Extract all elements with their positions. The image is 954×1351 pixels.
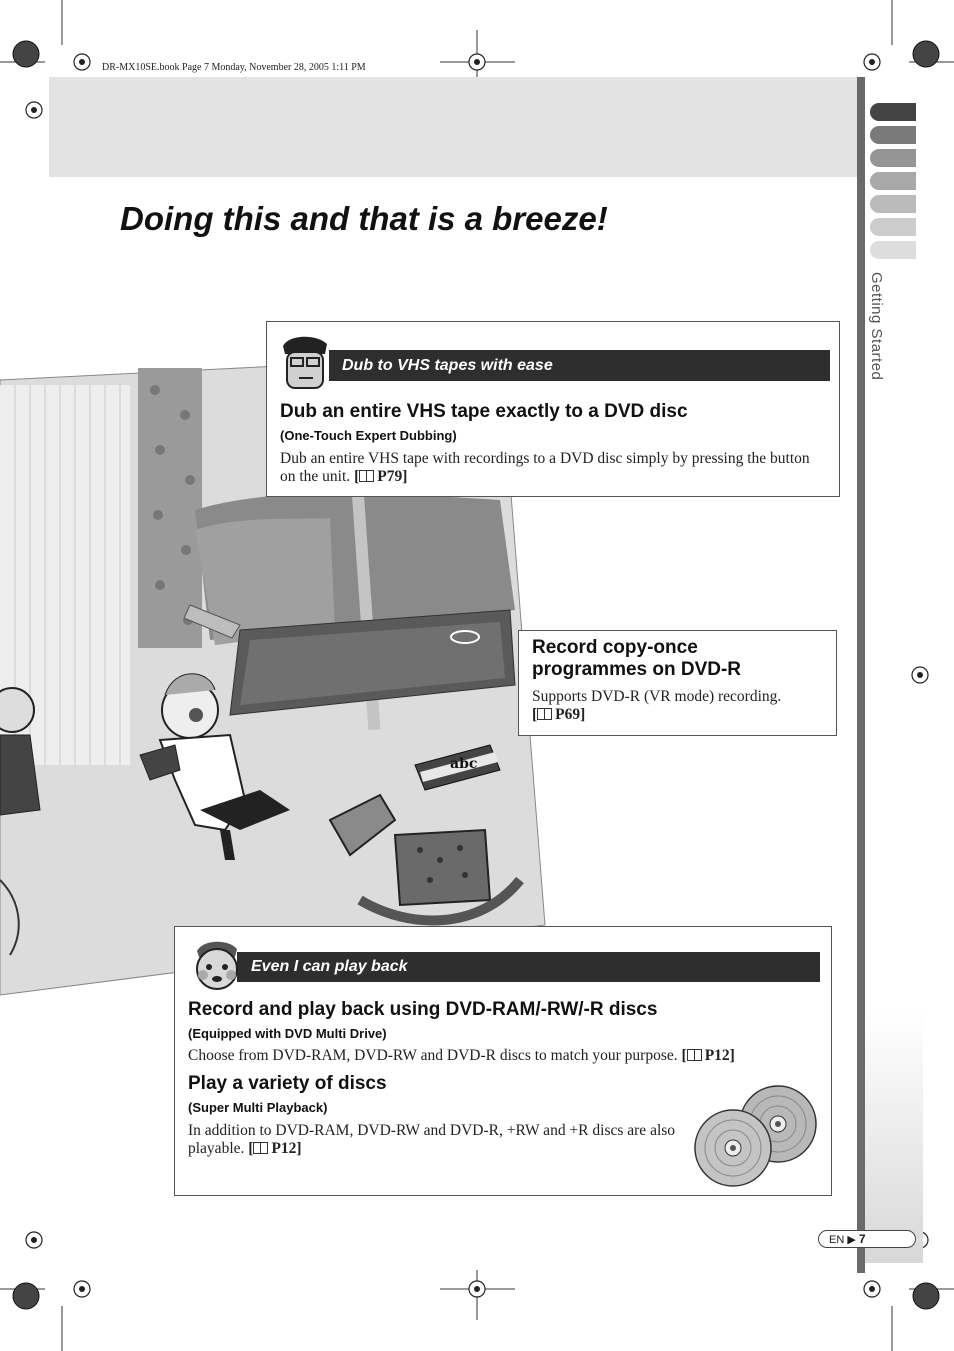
book-label: abc [450,756,478,772]
print-info: DR-MX10SE.book Page 7 Monday, November 28, 2005 1:11 PM [102,62,366,73]
feature-heading: Record and play back using DVD-RAM/-RW/-R discs [188,999,658,1020]
feature-box-vhs-dubbing [266,321,840,497]
book-icon [253,1142,268,1154]
section-tab-7 [870,241,916,259]
feature-band: Dub to VHS tapes with ease [329,350,830,381]
feature-description: Choose from DVD-RAM, DVD-RW and DVD-R discs to match your purpose. [ P12] [188,1047,735,1064]
book-icon [537,708,552,720]
mascot-icon [189,935,245,993]
section-label: Getting Started [868,272,885,381]
section-tab-2 [870,126,916,144]
section-tab-1 [870,103,916,121]
page-edge-fade [865,1010,923,1263]
disc-icon [693,1080,818,1190]
feature-description: Dub an entire VHS tape with recordings to a DVD disc simply by pressing the button on the unit. [ P79] [280,450,810,485]
page-reference: [ P69] [532,706,586,723]
feature-heading: Play a variety of discs [188,1073,387,1094]
section-tab-3 [870,149,916,167]
arrow-right-icon: ▶ [847,1234,856,1246]
book-icon [359,470,374,482]
page-edge-band [857,77,865,1273]
book-icon [687,1049,702,1061]
feature-subheading: (Equipped with DVD Multi Drive) [188,1026,387,1041]
feature-box-playback [174,926,832,1196]
feature-heading: Dub an entire VHS tape exactly to a DVD disc [280,401,688,422]
feature-subheading: (Super Multi Playback) [188,1100,328,1115]
feature-heading: Record copy-once programmes on DVD-R [532,637,742,680]
feature-band: Even I can play back [237,952,820,982]
header-band [49,77,857,177]
page-reference: [ P79] [354,468,408,485]
feature-description: In addition to DVD-RAM, DVD-RW and DVD-R, +RW and +R discs are also playable. [ P12] [188,1122,676,1157]
page-title: Doing this and that is a breeze! [120,200,608,237]
section-tab-5 [870,195,916,213]
feature-description: Supports DVD-R (VR mode) recording. [ P69] [532,688,827,724]
section-tab-4 [870,172,916,190]
page-number: EN ▶ 7 [818,1230,916,1248]
section-tab-6 [870,218,916,236]
feature-subheading: (One-Touch Expert Dubbing) [280,428,457,443]
feature-box-dvd-r-recording [518,630,837,736]
page-reference: [ P12] [248,1140,302,1157]
mascot-icon [277,332,333,392]
page-reference: [ P12] [681,1047,735,1064]
